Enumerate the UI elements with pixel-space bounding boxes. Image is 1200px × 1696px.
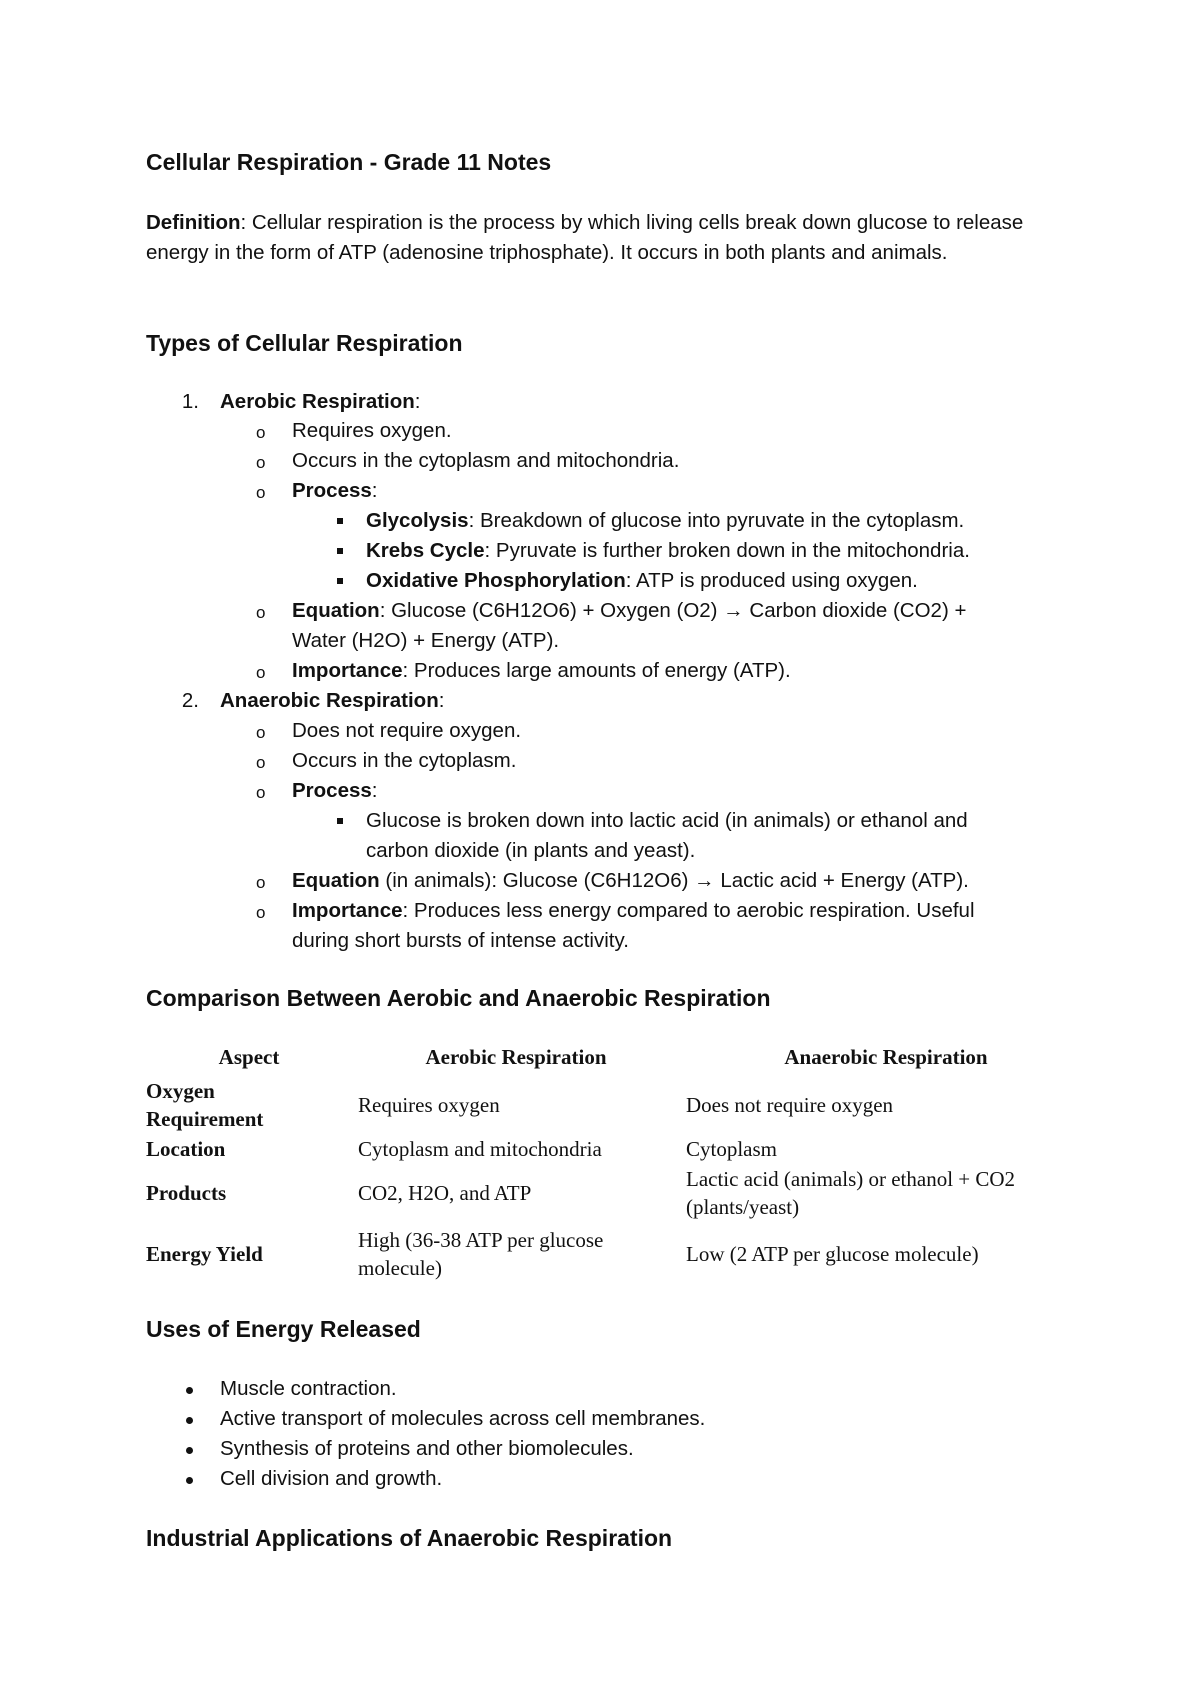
anaerobic-importance bbox=[292, 896, 975, 926]
equation-text: (in animals): Glucose (C6H12O6) → Lactic acid + Energy (ATP). bbox=[379, 869, 969, 892]
aerobic-cell: Requires oxygen bbox=[358, 1093, 500, 1117]
bullet-o-icon: o bbox=[256, 663, 266, 682]
aerobic-title-label: Aerobic Respiration bbox=[220, 390, 415, 413]
aspect-cell: Location bbox=[146, 1137, 226, 1161]
column-header: Aspect bbox=[218, 1044, 280, 1069]
page-title: Cellular Respiration - Grade 11 Notes bbox=[146, 149, 552, 175]
table-row bbox=[146, 1076, 1092, 1134]
bullet-o-icon: o bbox=[256, 783, 266, 802]
bullet-o-icon: o bbox=[256, 423, 266, 442]
step-label: Glycolysis bbox=[366, 509, 469, 532]
bullet-o-icon: o bbox=[256, 873, 266, 892]
step-label: Krebs Cycle bbox=[366, 539, 485, 562]
definition-paragraph bbox=[146, 208, 1046, 268]
anaerobic-step-line-2: carbon dioxide (in plants and yeast). bbox=[366, 839, 696, 862]
list-item: Muscle contraction. bbox=[220, 1377, 397, 1400]
table-header-row bbox=[146, 1038, 1092, 1076]
square-bullet-icon bbox=[337, 818, 343, 824]
aerobic-number: 1. bbox=[181, 390, 199, 413]
bullet-dot-icon bbox=[186, 1387, 193, 1394]
aerobic-cell bbox=[352, 1222, 680, 1286]
anaerobic-cell: Cytoplasm bbox=[686, 1137, 778, 1161]
anaerobic-cell: Does not require oxygen bbox=[686, 1093, 894, 1117]
cell-line: Lactic acid (animals) or ethanol + CO2 bbox=[686, 1167, 1016, 1191]
step-text: : Breakdown of glucose into pyruvate in the cytoplasm. bbox=[468, 509, 965, 532]
list-item: Active transport of molecules across cell membranes. bbox=[220, 1407, 706, 1430]
anaerobic-process bbox=[292, 776, 377, 806]
column-header: Anaerobic Respiration bbox=[784, 1044, 988, 1069]
bullet-o-icon: o bbox=[256, 603, 266, 622]
bullet-o-icon: o bbox=[256, 903, 266, 922]
square-bullet-icon bbox=[337, 578, 343, 584]
types-heading: Types of Cellular Respiration bbox=[146, 330, 463, 356]
anaerobic-equation bbox=[292, 866, 969, 896]
anaerobic-title-label: Anaerobic Respiration bbox=[220, 689, 439, 712]
step-text: : Pyruvate is further broken down in the mitochondria. bbox=[484, 539, 970, 562]
anaerobic-bullet-1: Does not require oxygen. bbox=[292, 719, 522, 742]
aerobic-process bbox=[292, 476, 377, 506]
aerobic-bullet-2: Occurs in the cytoplasm and mitochondria. bbox=[292, 449, 680, 472]
table-row bbox=[146, 1134, 1092, 1164]
anaerobic-process-colon: : bbox=[371, 779, 378, 802]
bullet-dot-icon bbox=[186, 1417, 193, 1424]
aerobic-title bbox=[220, 387, 421, 417]
aspect-cell bbox=[146, 1076, 352, 1134]
comparison-heading: Comparison Between Aerobic and Anaerobic Respiration bbox=[146, 985, 771, 1011]
aerobic-process-colon: : bbox=[371, 479, 378, 502]
table-row bbox=[146, 1222, 1092, 1286]
anaerobic-bullet-2: Occurs in the cytoplasm. bbox=[292, 749, 517, 772]
bullet-dot-icon bbox=[186, 1447, 193, 1454]
uses-heading: Uses of Energy Released bbox=[146, 1316, 421, 1342]
cell-line: Requirement bbox=[146, 1107, 264, 1131]
bullet-o-icon: o bbox=[256, 723, 266, 742]
list-item: Cell division and growth. bbox=[220, 1467, 443, 1490]
comparison-table bbox=[146, 1038, 1092, 1286]
importance-text: : Produces less energy compared to aerobic respiration. Useful bbox=[402, 899, 975, 922]
cell-line: Oxygen bbox=[146, 1079, 215, 1103]
importance-label: Importance bbox=[292, 659, 403, 682]
definition-colon: : bbox=[240, 211, 247, 234]
aerobic-title-colon: : bbox=[414, 390, 421, 413]
square-bullet-icon bbox=[337, 518, 343, 524]
bullet-dot-icon bbox=[186, 1477, 193, 1484]
bullet-o-icon: o bbox=[256, 453, 266, 472]
aerobic-step-3 bbox=[366, 566, 918, 596]
step-text: : ATP is produced using oxygen. bbox=[625, 569, 918, 592]
list-item: Synthesis of proteins and other biomolecules. bbox=[220, 1437, 634, 1460]
anaerobic-cell bbox=[680, 1164, 1092, 1222]
anaerobic-number: 2. bbox=[181, 689, 199, 712]
aerobic-step-2 bbox=[366, 536, 970, 566]
importance-label: Importance bbox=[292, 899, 403, 922]
aerobic-bullet-1: Requires oxygen. bbox=[292, 419, 452, 442]
anaerobic-importance-line-2: during short bursts of intense activity. bbox=[292, 929, 629, 952]
anaerobic-step-line-1: Glucose is broken down into lactic acid (in animals) or ethanol and bbox=[366, 809, 968, 832]
cell-line: High (36-38 ATP per glucose bbox=[358, 1228, 604, 1252]
cell-line: (plants/yeast) bbox=[686, 1195, 800, 1219]
aerobic-step-1 bbox=[366, 506, 964, 536]
bullet-o-icon: o bbox=[256, 753, 266, 772]
column-header: Aerobic Respiration bbox=[425, 1044, 607, 1069]
importance-text: : Produces large amounts of energy (ATP). bbox=[402, 659, 791, 682]
equation-label: Equation bbox=[292, 869, 380, 892]
equation-text: : Glucose (C6H12O6) + Oxygen (O2) → Carbon dioxide (CO2) + bbox=[379, 599, 967, 622]
table-row bbox=[146, 1164, 1092, 1222]
equation-label: Equation bbox=[292, 599, 380, 622]
aerobic-cell: Cytoplasm and mitochondria bbox=[358, 1137, 602, 1161]
anaerobic-title bbox=[220, 686, 444, 716]
step-label: Oxidative Phosphorylation bbox=[366, 569, 626, 592]
anaerobic-title-colon: : bbox=[438, 689, 445, 712]
aerobic-cell: CO2, H2O, and ATP bbox=[358, 1181, 532, 1205]
square-bullet-icon bbox=[337, 548, 343, 554]
aerobic-process-label: Process bbox=[292, 479, 372, 502]
definition-text: Cellular respiration is the process by which living cells break down glucose to release energy in the form of ATP (adenosine triphosphate). It occurs in both plants and animals. bbox=[146, 211, 1024, 264]
anaerobic-cell: Low (2 ATP per glucose molecule) bbox=[686, 1242, 979, 1266]
aspect-cell: Products bbox=[146, 1181, 227, 1205]
anaerobic-process-label: Process bbox=[292, 779, 372, 802]
aerobic-importance bbox=[292, 656, 791, 686]
bullet-o-icon: o bbox=[256, 483, 266, 502]
industrial-heading: Industrial Applications of Anaerobic Respiration bbox=[146, 1525, 673, 1551]
aerobic-equation bbox=[292, 596, 966, 626]
definition-label: Definition bbox=[146, 211, 241, 234]
cell-line: molecule) bbox=[358, 1256, 442, 1280]
aerobic-equation-line-2: Water (H2O) + Energy (ATP). bbox=[292, 629, 560, 652]
aspect-cell: Energy Yield bbox=[146, 1242, 263, 1266]
